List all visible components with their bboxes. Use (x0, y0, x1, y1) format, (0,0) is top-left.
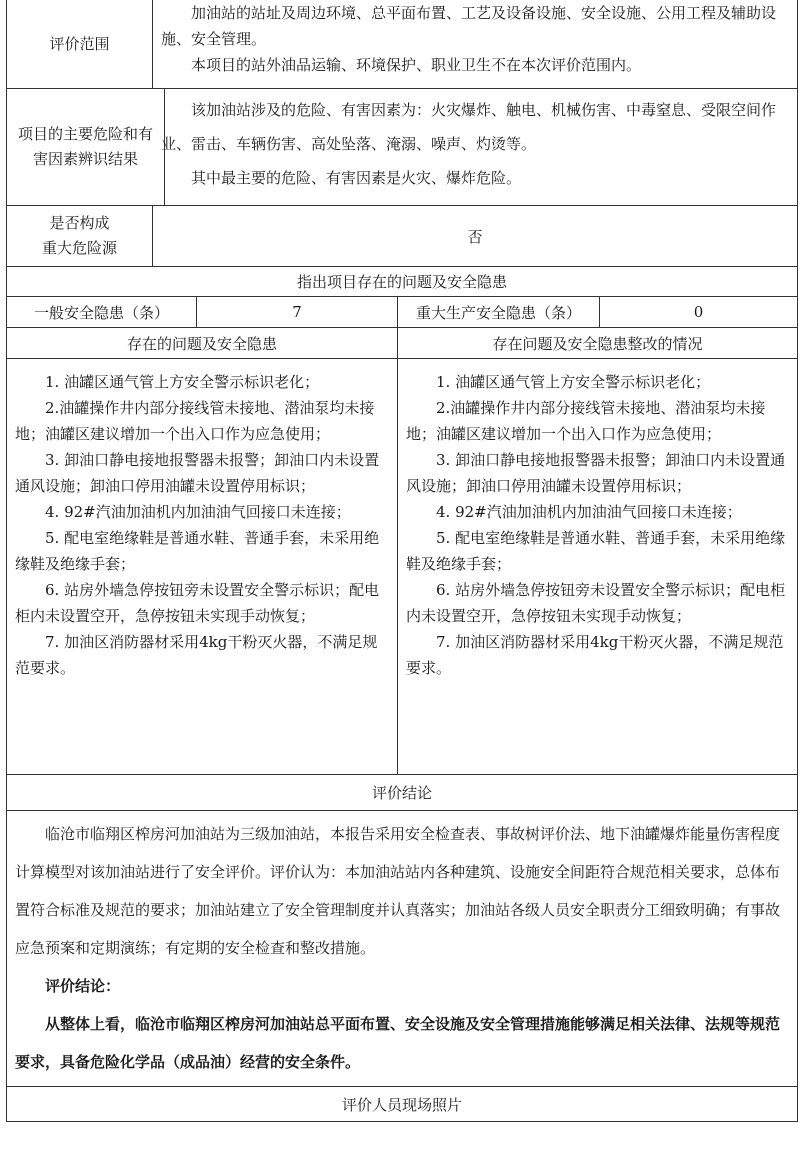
major-hazard-count-value: 0 (599, 297, 797, 327)
hazard-row (6, 89, 798, 206)
scope-row (6, 0, 798, 89)
conclusion-body-row (6, 811, 798, 1087)
issue-item: 4. 92#汽油加油机内加油油气回接口未连接； (45, 503, 351, 521)
major-hazard-value (153, 206, 797, 266)
scope-paragraph-1: 加油站的站址及周边环境、总平面布置、工艺及设备设施、安全设施、公用工程及辅助设施、安全管理。 (161, 4, 777, 48)
hazard-value (153, 89, 797, 205)
issues-header-row (6, 267, 798, 297)
issues-list (7, 359, 397, 774)
major-hazard-count-label: 重大生产安全隐患（条） (397, 297, 599, 327)
rectification-item: 1. 油罐区通气管上方安全警示标识老化； (436, 373, 711, 391)
issue-item: 5. 配电室绝缘鞋是普通水鞋、普通手套，未采用绝缘鞋及绝缘手套； (15, 529, 380, 573)
major-hazard-label-line1: 是否构成 (49, 214, 110, 232)
issue-item: 1. 油罐区通气管上方安全警示标识老化； (45, 373, 320, 391)
columns-header-row (6, 328, 798, 359)
photos-header-row (6, 1087, 798, 1122)
major-hazard-label (7, 206, 153, 266)
hazard-paragraph-1: 该加油站涉及的危险、有害因素为：火灾爆炸、触电、机械伤害、中毒窒息、受限空间作业、雷击、车辆伤害、高处坠落、淹溺、噪声、灼烫等。 (161, 101, 777, 153)
rectification-item: 6. 站房外墙急停按钮旁未设置安全警示标识；配电柜内未设置空开，急停按钮未实现手动恢复； (406, 581, 786, 625)
general-hazard-count-label: 一般安全隐患（条） (33, 303, 169, 322)
scope-paragraph-2: 本项目的站外油品运输、环境保护、职业卫生不在本次评价范围内。 (191, 56, 642, 74)
issues-column-header: 存在的问题及安全隐患 (126, 334, 277, 353)
issue-item: 3. 卸油口静电接地报警器未报警；卸油口内未设置通风设施；卸油口停用油罐未设置停用标识； (15, 451, 380, 495)
hazard-paragraph-2: 其中最主要的危险、有害因素是火灾、爆炸危险。 (191, 169, 522, 187)
issues-lists-row (6, 359, 798, 775)
scope-label: 评价范围 (7, 0, 153, 88)
issue-item: 6. 站房外墙急停按钮旁未设置安全警示标识；配电柜内未设置空开，急停按钮未实现手动恢复； (15, 581, 380, 625)
rectification-item: 3. 卸油口静电接地报警器未报警；卸油口内未设置通风设施；卸油口停用油罐未设置停用标识； (406, 451, 786, 495)
hazard-label-text: 项目的主要危险和有害因素辨识结果 (17, 125, 153, 168)
evaluation-table (6, 0, 798, 1122)
rectification-item: 5. 配电室绝缘鞋是普通水鞋、普通手套，未采用绝缘鞋及绝缘手套； (406, 529, 786, 573)
rectification-item: 7. 加油区消防器材采用4kg干粉灭火器，不满足规范要求。 (406, 633, 784, 677)
conclusion-header: 评价结论 (371, 784, 432, 802)
rectification-list (397, 359, 797, 774)
rectification-item: 2.油罐操作井内部分接线管未接地、潜油泵均未接地；油罐区建议增加一个出入口作为应急使用； (406, 399, 766, 443)
conclusion-final: 从整体上看，临沧市临翔区榨房河加油站总平面布置、安全设施及安全管理措施能够满足相关法律、法规等规范要求，具备危险化学品（成品油）经营的安全条件。 (15, 1015, 781, 1071)
major-hazard-row (6, 206, 798, 267)
conclusion-header-row (6, 775, 798, 811)
rectification-item: 4. 92#汽油加油机内加油油气回接口未连接； (436, 503, 742, 521)
photos-header: 评价人员现场照片 (341, 1095, 462, 1114)
conclusion-body: 临沧市临翔区榨房河加油站为三级加油站，本报告采用安全检查表、事故树评价法、地下油罐爆炸能量伤害程度计算模型对该加油站进行了安全评价。评价认为：本加油站站内各种建筑、设施安全间距符合规范相关要求，总体布置符合标准及规范的要求；加油站建立了安全管理制度并认真落实；加油站各级人员安全职责分工细致明确；有事故应急预案和定期演练；有定期的安全检查和整改措施。 (15, 825, 781, 957)
issue-item: 7. 加油区消防器材采用4kg干粉灭火器，不满足规范要求。 (15, 633, 378, 677)
major-hazard-answer: 否 (467, 227, 483, 246)
conclusion-sub-label: 评价结论： (45, 977, 121, 995)
issues-header: 指出项目存在的问题及安全隐患 (296, 273, 507, 291)
general-hazard-count-value: 7 (196, 297, 397, 327)
counts-row (6, 297, 798, 328)
rectification-column-header: 存在问题及安全隐患整改的情况 (397, 328, 797, 358)
hazard-label (7, 89, 165, 205)
major-hazard-label-line2: 重大危险源 (41, 239, 117, 257)
scope-value (153, 0, 797, 88)
issue-item: 2.油罐操作井内部分接线管未接地、潜油泵均未接地；油罐区建议增加一个出入口作为应急使用； (15, 399, 375, 443)
